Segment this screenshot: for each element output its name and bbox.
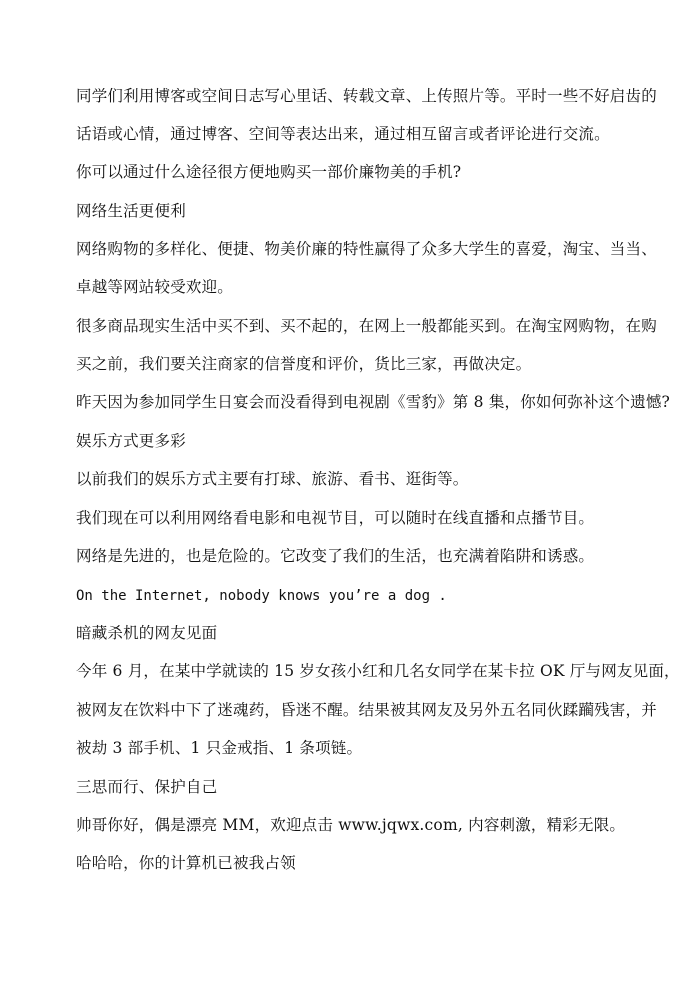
paragraph-line: 帅哥你好，偶是漂亮 MM，欢迎点击 www.jqwx.com, 内容刺激，精彩无限。 bbox=[76, 816, 626, 834]
paragraph-line: 网络购物的多样化、便捷、物美价廉的特性赢得了众多大学生的喜爱，淘宝、当当、 bbox=[76, 240, 657, 258]
section-heading: 暗藏杀机的网友见面 bbox=[76, 624, 218, 642]
question-line: 你可以通过什么途径很方便地购买一部价廉物美的手机? bbox=[76, 163, 462, 181]
paragraph-line: 哈哈哈，你的计算机已被我占领 bbox=[76, 854, 296, 872]
paragraph-line: 以前我们的娱乐方式主要有打球、旅游、看书、逛街等。 bbox=[76, 470, 469, 488]
paragraph-line: 网络是先进的，也是危险的。它改变了我们的生活，也充满着陷阱和诱惑。 bbox=[76, 547, 595, 565]
english-quote: On the Internet, nobody knows you’re a dog . bbox=[76, 588, 447, 604]
paragraph-line: 话语或心情，通过博客、空间等表达出来，通过相互留言或者评论进行交流。 bbox=[76, 125, 610, 143]
paragraph-line: 今年 6 月，在某中学就读的 15 岁女孩小红和几名女同学在某卡拉 OK 厅与网友见面， bbox=[76, 662, 680, 680]
paragraph-line: 我们现在可以利用网络看电影和电视节目，可以随时在线直播和点播节目。 bbox=[76, 509, 595, 527]
paragraph-line: 同学们利用博客或空间日志写心里话、转载文章、上传照片等。平时一些不好启齿的 bbox=[76, 87, 657, 105]
question-line: 昨天因为参加同学生日宴会而没看得到电视剧《雪豹》第 8 集，你如何弥补这个遗憾? bbox=[76, 393, 671, 411]
section-heading: 网络生活更便利 bbox=[76, 202, 186, 220]
section-heading: 娱乐方式更多彩 bbox=[76, 432, 186, 450]
paragraph-line: 买之前，我们要关注商家的信誉度和评价，货比三家，再做决定。 bbox=[76, 355, 532, 373]
paragraph-line: 被劫 3 部手机、1 只金戒指、1 条项链。 bbox=[76, 739, 363, 757]
paragraph-line: 很多商品现实生活中买不到、买不起的，在网上一般都能买到。在淘宝网购物，在购 bbox=[76, 317, 657, 335]
paragraph-line: 被网友在饮料中下了迷魂药，昏迷不醒。结果被其网友及另外五名同伙蹂躏残害，并 bbox=[76, 701, 657, 719]
section-heading: 三思而行、保护自己 bbox=[76, 778, 218, 796]
paragraph-line: 卓越等网站较受欢迎。 bbox=[76, 278, 234, 296]
